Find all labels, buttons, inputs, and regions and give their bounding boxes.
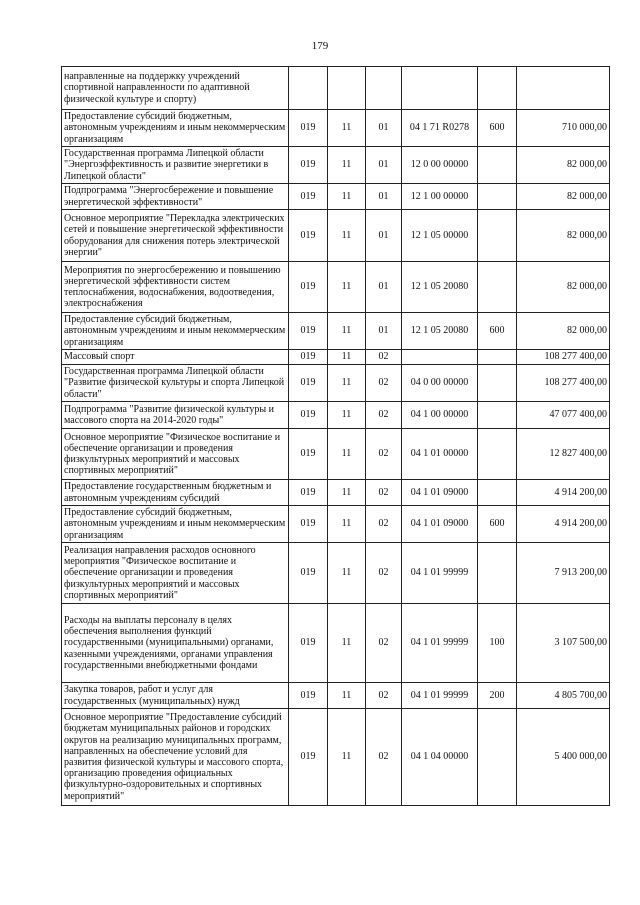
row-section-cell: 11 [328, 313, 366, 350]
row-expense-type-cell [478, 429, 517, 480]
row-name-cell: Предоставление субсидий бюджетным, автономным учреждениям и иным некоммерческим организациям [62, 313, 289, 350]
row-expense-type-cell: 600 [478, 110, 517, 147]
row-name-cell: Предоставление государственным бюджетным и автономным учреждениям субсидий [62, 480, 289, 506]
row-section-cell [328, 67, 366, 110]
row-amount-cell [517, 67, 610, 110]
row-expense-type-cell [478, 709, 517, 806]
row-expense-type-cell: 100 [478, 604, 517, 683]
row-section-cell: 11 [328, 402, 366, 429]
table-row [62, 147, 610, 184]
table-row [62, 67, 610, 110]
row-admin-code-cell: 019 [289, 262, 328, 313]
row-target-article-cell [402, 67, 478, 110]
row-subsection-cell: 02 [366, 365, 402, 402]
row-amount-cell: 5 400 000,00 [517, 709, 610, 806]
row-amount-cell: 4 805 700,00 [517, 683, 610, 709]
row-target-article-cell: 04 0 00 00000 [402, 365, 478, 402]
row-amount-cell: 82 000,00 [517, 147, 610, 184]
row-target-article-cell: 04 1 04 00000 [402, 709, 478, 806]
row-target-article-cell: 04 1 01 99999 [402, 604, 478, 683]
row-name-cell: Расходы на выплаты персоналу в целях обеспечения выполнения функций государственными (муниципальными) органами, казенными учреждениями, органами управления государственными внебюджетными фондами [62, 604, 289, 683]
row-name-cell: Массовый спорт [62, 350, 289, 365]
row-amount-cell: 82 000,00 [517, 313, 610, 350]
row-amount-cell: 108 277 400,00 [517, 365, 610, 402]
row-target-article-cell: 04 1 71 R0278 [402, 110, 478, 147]
row-subsection-cell: 01 [366, 262, 402, 313]
row-section-cell: 11 [328, 184, 366, 210]
row-admin-code-cell: 019 [289, 604, 328, 683]
row-amount-cell: 47 077 400,00 [517, 402, 610, 429]
row-expense-type-cell [478, 184, 517, 210]
row-admin-code-cell: 019 [289, 210, 328, 262]
row-section-cell: 11 [328, 262, 366, 313]
row-subsection-cell: 02 [366, 543, 402, 604]
row-subsection-cell: 01 [366, 184, 402, 210]
table-row [62, 350, 610, 365]
row-amount-cell: 7 913 200,00 [517, 543, 610, 604]
row-target-article-cell: 04 1 01 99999 [402, 683, 478, 709]
row-section-cell: 11 [328, 365, 366, 402]
row-amount-cell: 710 000,00 [517, 110, 610, 147]
row-expense-type-cell [478, 210, 517, 262]
row-expense-type-cell [478, 67, 517, 110]
row-name-cell: направленные на поддержку учреждений спортивной направленности по адаптивной физической культуре и спорту) [62, 67, 289, 110]
row-expense-type-cell [478, 365, 517, 402]
table-row [62, 110, 610, 147]
row-subsection-cell: 02 [366, 402, 402, 429]
row-amount-cell: 4 914 200,00 [517, 506, 610, 543]
budget-table-body [62, 67, 610, 806]
row-admin-code-cell: 019 [289, 480, 328, 506]
row-admin-code-cell: 019 [289, 313, 328, 350]
table-row [62, 543, 610, 604]
page-number: 179 [311, 40, 329, 52]
row-section-cell: 11 [328, 350, 366, 365]
row-expense-type-cell [478, 480, 517, 506]
row-admin-code-cell: 019 [289, 402, 328, 429]
row-target-article-cell: 12 0 00 00000 [402, 147, 478, 184]
table-row [62, 365, 610, 402]
row-subsection-cell: 02 [366, 429, 402, 480]
row-subsection-cell: 02 [366, 683, 402, 709]
table-row [62, 184, 610, 210]
row-target-article-cell: 04 1 01 09000 [402, 480, 478, 506]
table-row [62, 604, 610, 683]
row-name-cell: Основное мероприятие "Физическое воспитание и обеспечение организации и проведения физкультурных мероприятий и массовых спортивных мероприятий" [62, 429, 289, 480]
table-row [62, 210, 610, 262]
row-subsection-cell: 02 [366, 480, 402, 506]
row-section-cell: 11 [328, 709, 366, 806]
row-name-cell: Основное мероприятие "Перекладка электрических сетей и повышение энергетической эффективности оборудования для снижения потерь электрической энергии" [62, 210, 289, 262]
row-name-cell: Подпрограмма "Развитие физической культуры и массового спорта на 2014-2020 годы" [62, 402, 289, 429]
row-expense-type-cell: 600 [478, 313, 517, 350]
row-subsection-cell: 01 [366, 147, 402, 184]
table-row [62, 506, 610, 543]
row-admin-code-cell: 019 [289, 543, 328, 604]
row-subsection-cell: 02 [366, 604, 402, 683]
row-section-cell: 11 [328, 683, 366, 709]
row-admin-code-cell: 019 [289, 506, 328, 543]
row-target-article-cell: 12 1 05 20080 [402, 313, 478, 350]
row-subsection-cell: 02 [366, 350, 402, 365]
row-name-cell: Предоставление субсидий бюджетным, автономным учреждениям и иным некоммерческим организациям [62, 506, 289, 543]
row-name-cell: Мероприятия по энергосбережению и повышению энергетической эффективности систем теплоснабжения, водоснабжения, водоотведения, электроснабжения [62, 262, 289, 313]
table-row [62, 402, 610, 429]
row-amount-cell: 108 277 400,00 [517, 350, 610, 365]
row-amount-cell: 82 000,00 [517, 184, 610, 210]
row-admin-code-cell: 019 [289, 350, 328, 365]
row-amount-cell: 3 107 500,00 [517, 604, 610, 683]
table-row [62, 313, 610, 350]
row-name-cell: Закупка товаров, работ и услуг для государственных (муниципальных) нужд [62, 683, 289, 709]
row-expense-type-cell [478, 262, 517, 313]
row-admin-code-cell [289, 67, 328, 110]
row-subsection-cell: 01 [366, 110, 402, 147]
row-target-article-cell [402, 350, 478, 365]
table-row [62, 480, 610, 506]
row-name-cell: Предоставление субсидий бюджетным, автономным учреждениям и иным некоммерческим организациям [62, 110, 289, 147]
row-target-article-cell: 04 1 01 00000 [402, 429, 478, 480]
row-subsection-cell [366, 67, 402, 110]
budget-table [61, 66, 610, 806]
table-row [62, 683, 610, 709]
table-row [62, 429, 610, 480]
row-section-cell: 11 [328, 210, 366, 262]
row-section-cell: 11 [328, 480, 366, 506]
row-name-cell: Реализация направления расходов основного мероприятия "Физическое воспитание и обеспечение организации и проведения физкультурных мероприятий и массовых спортивных мероприятий" [62, 543, 289, 604]
row-admin-code-cell: 019 [289, 110, 328, 147]
row-target-article-cell: 04 1 00 00000 [402, 402, 478, 429]
row-expense-type-cell: 200 [478, 683, 517, 709]
row-section-cell: 11 [328, 429, 366, 480]
row-admin-code-cell: 019 [289, 709, 328, 806]
row-section-cell: 11 [328, 506, 366, 543]
row-expense-type-cell [478, 147, 517, 184]
row-target-article-cell: 12 1 00 00000 [402, 184, 478, 210]
row-name-cell: Основное мероприятие "Предоставление субсидий бюджетам муниципальных районов и городских округов на реализацию муниципальных программ, направленных на обеспечение условий для развития физической культуры и массового спорта, организацию проведения официальных физкультурно-оздоровительных и спортивных мероприятий" [62, 709, 289, 806]
row-section-cell: 11 [328, 604, 366, 683]
row-target-article-cell: 12 1 05 00000 [402, 210, 478, 262]
row-target-article-cell: 12 1 05 20080 [402, 262, 478, 313]
table-row [62, 709, 610, 806]
row-admin-code-cell: 019 [289, 683, 328, 709]
row-subsection-cell: 02 [366, 506, 402, 543]
row-admin-code-cell: 019 [289, 147, 328, 184]
row-admin-code-cell: 019 [289, 429, 328, 480]
row-amount-cell: 4 914 200,00 [517, 480, 610, 506]
row-subsection-cell: 01 [366, 210, 402, 262]
row-section-cell: 11 [328, 543, 366, 604]
table-row [62, 262, 610, 313]
row-expense-type-cell [478, 350, 517, 365]
row-target-article-cell: 04 1 01 09000 [402, 506, 478, 543]
row-section-cell: 11 [328, 147, 366, 184]
row-name-cell: Государственная программа Липецкой области "Энергоэффективность и развитие энергетики в Липецкой области" [62, 147, 289, 184]
row-amount-cell: 82 000,00 [517, 262, 610, 313]
row-expense-type-cell: 600 [478, 506, 517, 543]
row-amount-cell: 12 827 400,00 [517, 429, 610, 480]
row-name-cell: Подпрограмма "Энергосбережение и повышение энергетической эффективности" [62, 184, 289, 210]
row-expense-type-cell [478, 402, 517, 429]
row-name-cell: Государственная программа Липецкой области "Развитие физической культуры и спорта Липецкой области" [62, 365, 289, 402]
row-admin-code-cell: 019 [289, 365, 328, 402]
row-target-article-cell: 04 1 01 99999 [402, 543, 478, 604]
row-amount-cell: 82 000,00 [517, 210, 610, 262]
row-expense-type-cell [478, 543, 517, 604]
row-section-cell: 11 [328, 110, 366, 147]
row-subsection-cell: 01 [366, 313, 402, 350]
row-admin-code-cell: 019 [289, 184, 328, 210]
row-subsection-cell: 02 [366, 709, 402, 806]
